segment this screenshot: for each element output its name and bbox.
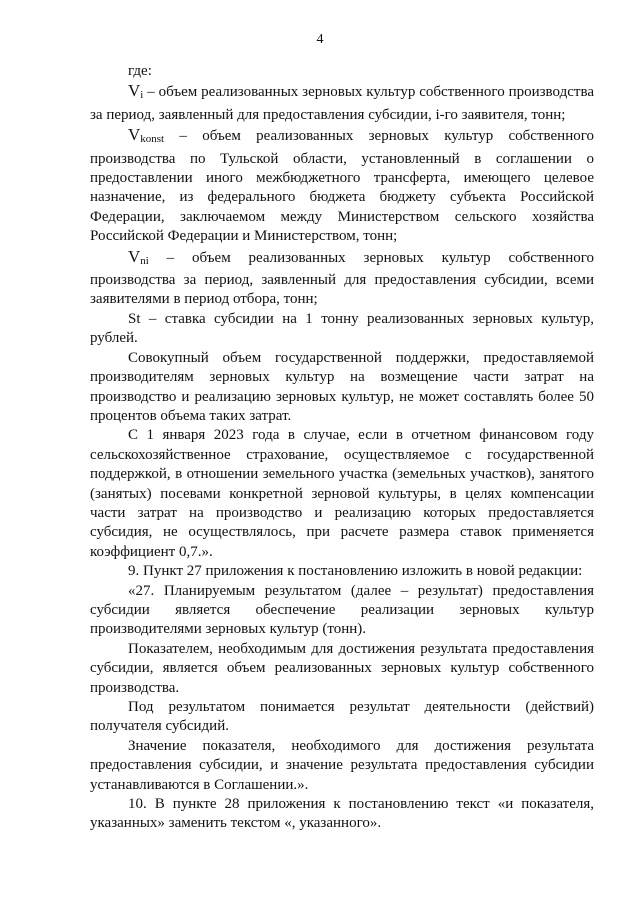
paragraph-agreement-values: Значение показателя, необходимого для достижения результата предоставления субсидии, и значение результата предоставления субсидии устанавливаются в Соглашении.». [90,737,594,793]
definition-vi [90,81,594,125]
var-letter: V [128,81,141,101]
var-letter: V [128,125,141,145]
page-number: 4 [316,32,324,47]
definition-vni [90,247,594,310]
definition-text: – объем реализованных зерновых культур собственного производства по Тульской области, установленный в соглашении о предоставлении иного межбюджетного трансферта, имеющего целевое назначение, из федерального бюджета бюджету субъекта Российской Федерации, заключаемом между Министерством сельского хозяйства Российской Федерации и Министерством, тонн; [90,128,594,245]
document-body [90,62,594,834]
paragraph-item-9: 9. Пункт 27 приложения к постановлению изложить в новой редакции: [128,563,583,580]
definition-st: St – ставка субсидии на 1 тонну реализованных зерновых культур, рублей. [90,310,594,347]
paragraph-indicator: Показателем, необходимым для достижения результата предоставления субсидии, является объем реализованных зерновых культур собственного производства. [90,640,594,696]
definition-text: – объем реализованных зерновых культур собственного производства за период, заявленный для предоставления субсидии, всеми заявителями в период отбора, тонн; [90,249,594,308]
var-subscript: konst [140,133,165,146]
var-letter: V [128,246,141,266]
where-label: где: [128,63,152,79]
var-subscript: ni [140,254,149,267]
paragraph-support-limit: Совокупный объем государственной поддержки, предоставляемой производителям зерновых культур на возмещение части затрат на производство и реализацию зерновых культур, не может составлять более 50 процентов объема таких затрат. [90,349,594,424]
var-subscript: i [140,89,144,102]
paragraph-point-27: «27. Планируемым результатом (далее – результат) предоставления субсидии является обеспечение реализации зерновых культур производителями зерновых культур (тонн). [90,582,594,638]
definition-text: – объем реализованных зерновых культур собственного производства за период, заявленный для предоставления субсидии, i-го заявителя, тонн; [90,84,594,123]
paragraph-item-10: 10. В пункте 28 приложения к постановлению текст «и показателя, указанных» заменить текстом «, указанного». [90,796,594,832]
paragraph-insurance-coefficient: С 1 января 2023 года в случае, если в отчетном финансовом году сельскохозяйственное страхование, осуществляемое с государственной поддержкой, в отношении земельного участка (земельных участков), занятого (занятых) посевами конкретной зерновой культуры, в целях компенсации части затрат на производство и реализацию которых предоставляется субсидия, не осуществлялось, при расчете размера ставок применяется коэффициент 0,7.». [90,427,594,560]
definition-vkonst [90,125,594,246]
paragraph-result-definition: Под результатом понимается результат деятельности (действий) получателя субсидий. [90,699,594,735]
